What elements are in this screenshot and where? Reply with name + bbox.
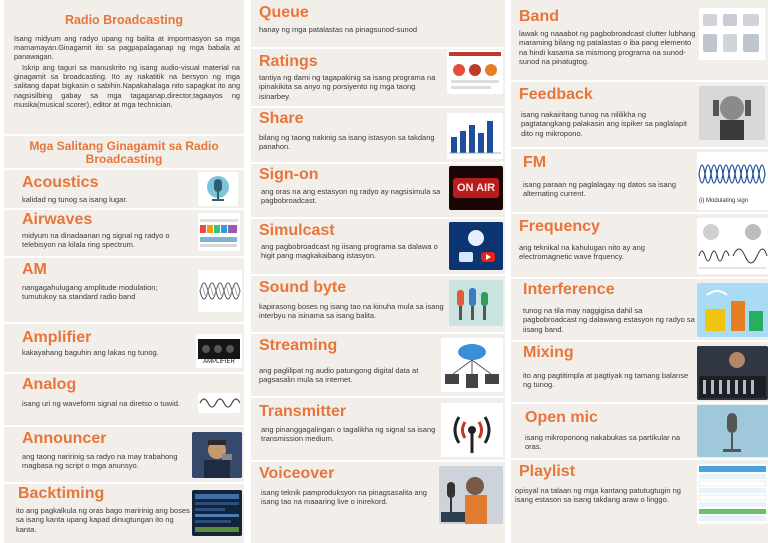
intro-title: Radio Broadcasting <box>64 13 184 27</box>
term-mixing: Mixing <box>523 344 574 361</box>
divider <box>4 134 244 136</box>
divider <box>511 458 768 460</box>
column-3 <box>511 0 768 543</box>
divider <box>4 322 244 324</box>
feedback-photo <box>699 86 765 140</box>
def-interference: tunog na tila may naggigisa dahil sa pagbobroadcast ng dalawang estasyon ng radyo sa iisang band. <box>523 306 695 334</box>
def-am: nangagahulugang amplitude modulation; tumutukoy sa standard radio band <box>22 283 158 302</box>
def-simulcast: ang pagbobroadcast ng iisang programa sa dalawa o higit pang magkakaibang istasyon. <box>261 242 438 261</box>
term-streaming: Streaming <box>259 337 338 354</box>
term-simulcast: Simulcast <box>259 222 335 239</box>
term-analog: Analog <box>22 376 77 393</box>
def-playlist: opisyal na talaan ng mga kantang patutugtugin ng isang estason sa isang takdang araw o linggo. <box>515 486 681 505</box>
frequency-diagram-image <box>697 218 768 274</box>
def-queue: hanay ng mga patalastas na pinagsunod-sunod <box>259 25 418 34</box>
band-devices-image <box>699 8 765 60</box>
term-announcer: Announcer <box>22 430 107 447</box>
simulcast-image <box>449 222 503 270</box>
backtiming-screen-image <box>192 490 242 536</box>
divider <box>251 162 505 164</box>
term-open-mic: Open mic <box>525 409 598 426</box>
spectrum-chart-icon <box>198 213 240 251</box>
divider <box>511 402 768 404</box>
divider <box>251 396 505 398</box>
divider <box>4 372 244 374</box>
column-1 <box>4 0 244 543</box>
def-mixing: ito ang pagtitimpla at pagtiyak ng tamang balanse ng tunog. <box>523 371 689 390</box>
share-bar-chart-image <box>447 113 503 159</box>
open-mic-image <box>697 405 768 457</box>
on-air-label: ON AIR <box>453 178 499 198</box>
divider <box>251 274 505 276</box>
voiceover-studio-image <box>439 466 503 524</box>
intro-paragraph-1: Isang midyum ang radyo upang ng balita at impormasyon sa mga mamamayan.Ginagamit ito sa pagpapalaganap ng mga babala at panawagan. <box>14 34 240 62</box>
amplifier-image <box>196 334 242 368</box>
column-2 <box>251 0 505 543</box>
term-sign-on: Sign-on <box>259 166 319 183</box>
interference-illustration <box>697 283 768 337</box>
on-air-sign-image <box>449 166 503 210</box>
divider <box>251 47 505 49</box>
term-acoustics: Acoustics <box>22 174 99 191</box>
divider <box>511 277 768 279</box>
term-share: Share <box>259 110 304 127</box>
divider <box>251 217 505 219</box>
def-backtiming: ito ang pagkalkula ng oras bago maririnig ang boses sa isang kanta upang kapad dinugtungan ito ng kanta. <box>16 506 190 534</box>
amplifier-label: AMPLIFIER <box>203 359 235 365</box>
term-ratings: Ratings <box>259 53 318 70</box>
term-transmitter: Transmitter <box>259 403 347 420</box>
divider <box>4 425 244 427</box>
divider <box>4 482 244 484</box>
def-transmitter: ang pinanggagalingan o tagalikha ng signal sa isang transmission medium. <box>261 425 436 444</box>
mixing-console-image <box>697 346 768 400</box>
term-airwaves: Airwaves <box>22 211 93 228</box>
analog-wave-icon <box>198 393 240 413</box>
def-feedback: isang nakairitang tunog na nililikha ng pagtatangkang palakasin ang ispiker sa paglalapit dito ng mikropono. <box>521 110 687 138</box>
def-open-mic: isang mikroponong nakabukas sa partikular na oras. <box>525 433 681 452</box>
term-interference: Interference <box>523 281 615 298</box>
def-share: bilang ng taong nakinig sa isang istasyon sa takdang panahon. <box>259 133 435 152</box>
term-backtiming: Backtiming <box>18 485 105 502</box>
def-ratings: tantiya ng dami ng tagapakinig sa isang programa na ipinakikita sa anyo ng porsiyento ng mga taong isinarbey. <box>259 73 436 101</box>
intro-paragraph-2: Iskrip ang taguri sa manuskrito ng isang audio-visual material na ginagamit sa broadcasting. Ito ay nakatitik na bersyon ng mga salitang dapat bigkasin o sabihin.Napakahalaga nito sapagkat ito ang nagsisilbing gabay sa mga tagaganap,director,tagaayos ng musika(musical scorer), editor at mga technician. <box>14 63 240 109</box>
divider <box>251 460 505 462</box>
def-airwaves: midyum na dinadaanan ng signal ng radyo o telebisyon na kilala ring spectrum. <box>22 231 170 250</box>
def-acoustics: kalidad ng tunog sa isang lugar. <box>22 195 128 204</box>
def-announcer: ang taong naririnig sa radyo na may trabahong magbasa ng script o mga anunsyo. <box>22 452 178 471</box>
divider <box>251 332 505 334</box>
def-band: lawak ng naaabot ng pagbobroadcast clutter lubhang maraming bilang ng patalastas o iba pang elemento na hindi kasama sa mismong programa na sunod-sunod na pinatugtog. <box>519 29 696 67</box>
fm-caption: (i) Modulating sign <box>699 198 749 204</box>
streaming-cloud-image <box>441 338 503 392</box>
divider <box>511 147 768 149</box>
def-fm: isang paraan ng paglalagay ng datos sa isang alternating current. <box>523 180 677 199</box>
def-sign-on: ang oras na ang estasyon ng radyo ay nagsisimula sa pagbobroadcast. <box>261 187 441 206</box>
term-amplifier: Amplifier <box>22 329 92 346</box>
term-am: AM <box>22 261 47 278</box>
announcer-photo <box>192 432 242 478</box>
def-voiceover: isang teknik pamproduksyon na pinagsasalita ang isang tao na maaaring live o inirekord. <box>261 488 427 507</box>
ratings-chart-image <box>447 50 503 94</box>
section-title: Mga Salitang Ginagamit sa Radio Broadcasting <box>29 139 219 166</box>
term-fm: FM <box>523 154 547 171</box>
transmitter-icon <box>441 403 503 457</box>
def-analog: isang uri ng waveform signal na diretso o tuwid. <box>22 399 180 408</box>
def-sound-byte: kapirasong boses ng isang tao na kinuha mula sa isang interbyu na isinama sa isang balita. <box>259 302 444 321</box>
term-feedback: Feedback <box>519 86 593 103</box>
divider <box>511 212 768 214</box>
divider <box>4 256 244 258</box>
divider <box>511 340 768 342</box>
sound-byte-mic-image <box>449 280 503 326</box>
am-wave-icon <box>198 270 242 312</box>
def-amplifier: kakayahang baguhin ang lakas ng tunog. <box>22 348 159 357</box>
divider <box>4 168 244 170</box>
fm-wave-image <box>697 152 768 210</box>
def-streaming: ang paglilipat ng audio patungong digital data at pagsasalin mula sa internet. <box>259 366 419 385</box>
def-frequency: ang teknikal na kahulugan nito ay ang electromagnetic wave frquency. <box>519 243 645 262</box>
term-band: Band <box>519 8 559 25</box>
term-voiceover: Voiceover <box>259 465 335 482</box>
microphone-icon <box>198 172 238 206</box>
term-queue: Queue <box>259 4 309 21</box>
divider <box>511 80 768 82</box>
term-sound-byte: Sound byte <box>259 279 347 296</box>
divider <box>251 106 505 108</box>
term-playlist: Playlist <box>519 463 576 480</box>
playlist-table-image <box>697 464 768 524</box>
term-frequency: Frequency <box>519 218 600 235</box>
divider <box>4 208 244 210</box>
